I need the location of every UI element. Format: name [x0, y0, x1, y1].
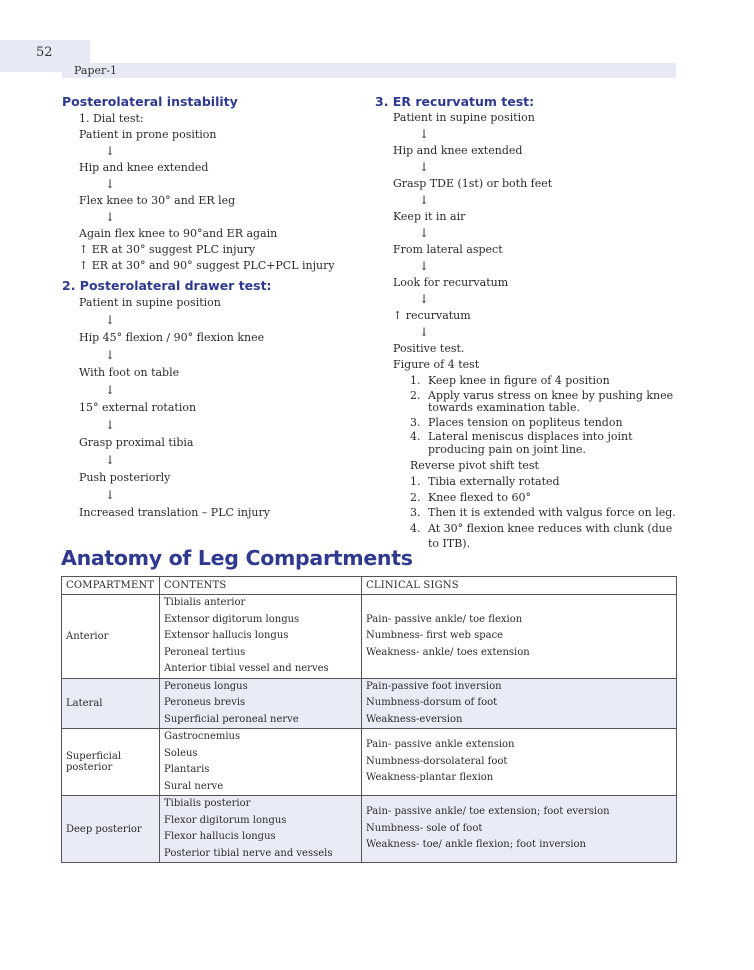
dial-step: Patient in prone position — [79, 128, 217, 141]
list-item: 4. At 30° flexion knee reduces with clunk (due to ITB). — [410, 521, 673, 550]
clinical-signs-cell: Pain- passive ankle/ toe extension; foot eversion Numbness- sole of foot Weakness- toe/ ankle flexion; foot inversion — [362, 796, 677, 863]
list-item: 2. Knee flexed to 60° — [410, 490, 531, 504]
dial-finding: ↑ ER at 30° and 90° suggest PLC+PCL injury — [79, 259, 335, 272]
down-arrow-icon: ↓ — [105, 144, 116, 158]
drawer-step: Grasp proximal tibia — [79, 436, 194, 449]
up-arrow-icon: ↑ — [79, 243, 89, 256]
dial-finding: ↑ ER at 30° suggest PLC injury — [79, 243, 256, 256]
drawer-step: Increased translation – PLC injury — [79, 506, 270, 519]
down-arrow-icon: ↓ — [105, 418, 116, 432]
column-header: CONTENTS — [160, 577, 362, 595]
drawer-step: With foot on table — [79, 366, 180, 379]
right-column — [375, 94, 680, 552]
clinical-signs-cell: Pain- passive ankle extension Numbness-dorsolateral foot Weakness-plantar flexion — [362, 729, 677, 796]
recurvatum-step: Look for recurvatum — [393, 276, 509, 289]
recurvatum-step: Keep it in air — [393, 210, 466, 223]
figure-of-4-label: Figure of 4 test — [393, 358, 480, 371]
down-arrow-icon: ↓ — [419, 325, 430, 339]
recurvatum-step: ↑ recurvatum — [393, 309, 471, 322]
page-number: 52 — [36, 45, 53, 60]
down-arrow-icon: ↓ — [105, 488, 116, 502]
down-arrow-icon: ↓ — [419, 259, 430, 273]
recurvatum-step: Grasp TDE (1st) or both feet — [393, 177, 553, 190]
clinical-signs-cell: Pain- passive ankle/ toe flexion Numbness- first web space Weakness- ankle/ toes extension — [362, 595, 677, 679]
contents-cell: Gastrocnemius Soleus Plantaris Sural nerve — [160, 729, 362, 796]
dial-step: Flex knee to 30° and ER leg — [79, 194, 236, 207]
up-arrow-icon: ↑ — [79, 259, 89, 272]
down-arrow-icon: ↓ — [419, 292, 430, 306]
er-recurvatum-block — [375, 110, 680, 552]
drawer-step: Patient in supine position — [79, 296, 221, 309]
table-row — [62, 796, 677, 863]
list-item: 1. Keep knee in figure of 4 position — [410, 374, 610, 387]
column-header: CLINICAL SIGNS — [362, 577, 677, 595]
table-row — [62, 729, 677, 796]
down-arrow-icon: ↓ — [419, 160, 430, 174]
left-column — [62, 94, 362, 521]
dial-step: Again flex knee to 90°and ER again — [79, 227, 278, 240]
heading-posterolateral-drawer: 2. Posterolateral drawer test: — [62, 278, 272, 293]
down-arrow-icon: ↓ — [419, 127, 430, 141]
down-arrow-icon: ↓ — [105, 177, 116, 191]
compartment-cell: Deep posterior — [62, 796, 160, 863]
recurvatum-step: Hip and knee extended — [393, 144, 523, 157]
list-item: 2. Apply varus stress on knee by pushing knee towards examination table. — [410, 388, 674, 414]
dial-test-block — [62, 110, 362, 274]
drawer-step: 15° external rotation — [79, 401, 197, 414]
dial-test-label: 1. Dial test: — [79, 112, 144, 125]
list-item: 1. Tibia externally rotated — [410, 475, 560, 488]
running-header-label: Paper-1 — [74, 64, 117, 77]
reverse-pivot-list — [393, 474, 680, 552]
compartment-cell: Lateral — [62, 678, 160, 729]
section-title: Anatomy of Leg Compartments — [61, 546, 413, 570]
recurvatum-step: From lateral aspect — [393, 243, 503, 256]
contents-cell: Tibialis posterior Flexor digitorum longus Flexor hallucis longus Posterior tibial nerve and vessels — [160, 796, 362, 863]
contents-cell: Tibialis anterior Extensor digitorum longus Extensor hallucis longus Peroneal tertius Anterior tibial vessel and nerves — [160, 595, 362, 679]
clinical-signs-cell: Pain-passive foot inversion Numbness-dorsum of foot Weakness-eversion — [362, 678, 677, 729]
heading-er-recurvatum: 3. ER recurvatum test: — [375, 94, 535, 109]
list-item: 3. Then it is extended with valgus force on leg. — [410, 506, 676, 519]
drawer-test-block — [62, 294, 362, 521]
compartment-cell: Superficial posterior — [62, 729, 160, 796]
recurvatum-step: Patient in supine position — [393, 111, 535, 124]
table-row — [62, 678, 677, 729]
column-header: COMPARTMENT — [62, 577, 160, 595]
recurvatum-step: Positive test. — [393, 342, 465, 355]
list-item: 3. Places tension on popliteus tendon — [410, 415, 623, 429]
list-item: 4. Lateral meniscus displaces into joint producing pain on joint line. — [410, 430, 633, 456]
down-arrow-icon: ↓ — [105, 453, 116, 467]
figure-of-4-list — [393, 375, 680, 456]
table-header-row — [62, 577, 677, 595]
down-arrow-icon: ↓ — [105, 313, 116, 327]
table-row — [62, 595, 677, 679]
leg-compartments-table — [61, 576, 677, 863]
drawer-step: Hip 45° flexion / 90° flexion knee — [79, 331, 265, 344]
compartment-cell: Anterior — [62, 595, 160, 679]
down-arrow-icon: ↓ — [105, 210, 116, 224]
heading-posterolateral-instability: Posterolateral instability — [62, 94, 238, 109]
down-arrow-icon: ↓ — [105, 383, 116, 397]
reverse-pivot-label: Reverse pivot shift test — [410, 459, 539, 472]
running-header-bar — [62, 63, 676, 78]
dial-step: Hip and knee extended — [79, 161, 209, 174]
contents-cell: Peroneus longus Peroneus brevis Superficial peroneal nerve — [160, 678, 362, 729]
down-arrow-icon: ↓ — [105, 348, 116, 362]
down-arrow-icon: ↓ — [419, 226, 430, 240]
drawer-step: Push posteriorly — [79, 471, 171, 484]
down-arrow-icon: ↓ — [419, 193, 430, 207]
